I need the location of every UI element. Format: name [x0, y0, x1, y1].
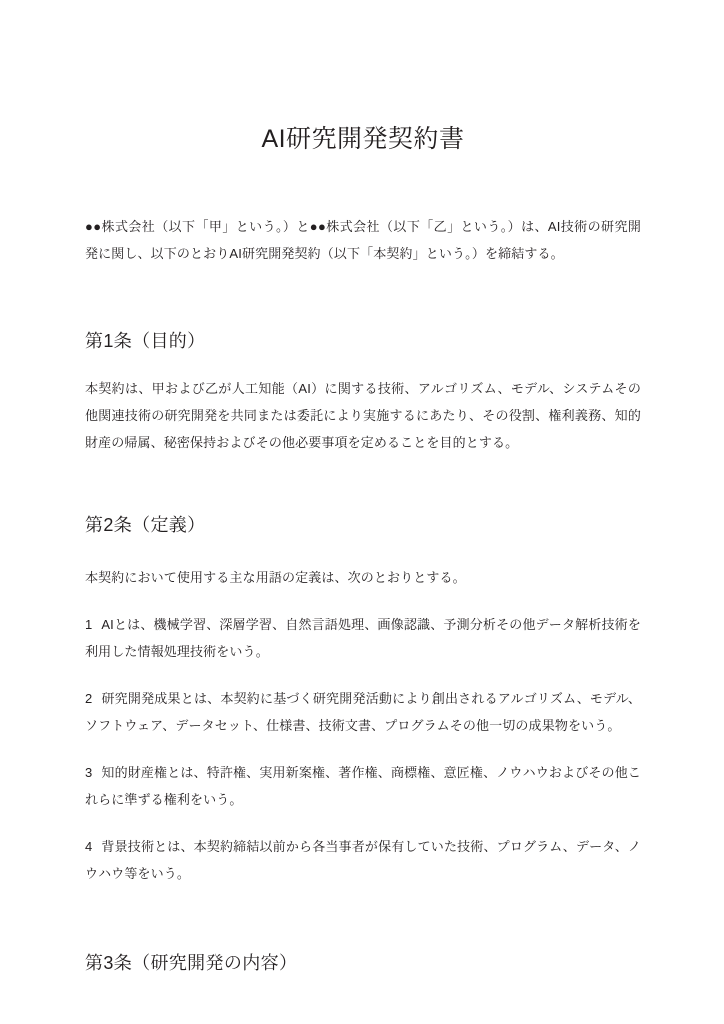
- definition-item-text: AIとは、機械学習、深層学習、自然言語処理、画像認識、予測分析その他データ解析技術を利用した情報処理技術をいう。: [85, 617, 641, 660]
- document-content: [85, 0, 641, 975]
- article-2-heading: 第2条（定義）: [85, 514, 206, 535]
- definition-item: [85, 665, 641, 739]
- definition-item-text: 背景技術とは、本契約締結以前から各当事者が保有していた技術、プログラム、データ、ノウハウ等をいう。: [85, 839, 641, 882]
- definition-item-number: 2: [85, 691, 93, 707]
- preamble-paragraph: ●●株式会社（以下「甲」という。）と●●株式会社（以下「乙」という。）は、AI技術の研究開発に関し、以下のとおりAI研究開発契約（以下「本契約」という。）を締結する。: [85, 218, 641, 261]
- definition-item: [85, 591, 641, 665]
- definition-item-number: 1: [85, 617, 93, 633]
- definition-list: [85, 591, 641, 887]
- definition-item-text: 知的財産権とは、特許権、実用新案権、著作権、商標権、意匠権、ノウハウおよびその他これらに準ずる権利をいう。: [85, 765, 641, 808]
- article-2-lead: 本契約において使用する主な用語の定義は、次のとおりとする。: [85, 570, 466, 586]
- article-1-body: 本契約は、甲および乙が人工知能（AI）に関する技術、アルゴリズム、モデル、システムその他関連技術の研究開発を共同または委託により実施するにあたり、その役割、権利義務、知的財産の帰属、秘密保持およびその他必要事項を定めることを目的とする。: [85, 380, 641, 450]
- definition-item: [85, 813, 641, 887]
- definition-item-number: 3: [85, 765, 93, 781]
- page-title: AI研究開発契約書: [261, 125, 465, 153]
- definition-item-number: 4: [85, 839, 93, 855]
- article-1-heading: 第1条（目的）: [85, 330, 206, 351]
- definition-item-text: 研究開発成果とは、本契約に基づく研究開発活動により創出されるアルゴリズム、モデル、ソフトウェア、データセット、仕様書、技術文書、プログラムその他一切の成果物をいう。: [85, 691, 641, 734]
- article-3-heading: 第3条（研究開発の内容）: [85, 953, 298, 974]
- definition-item: [85, 739, 641, 813]
